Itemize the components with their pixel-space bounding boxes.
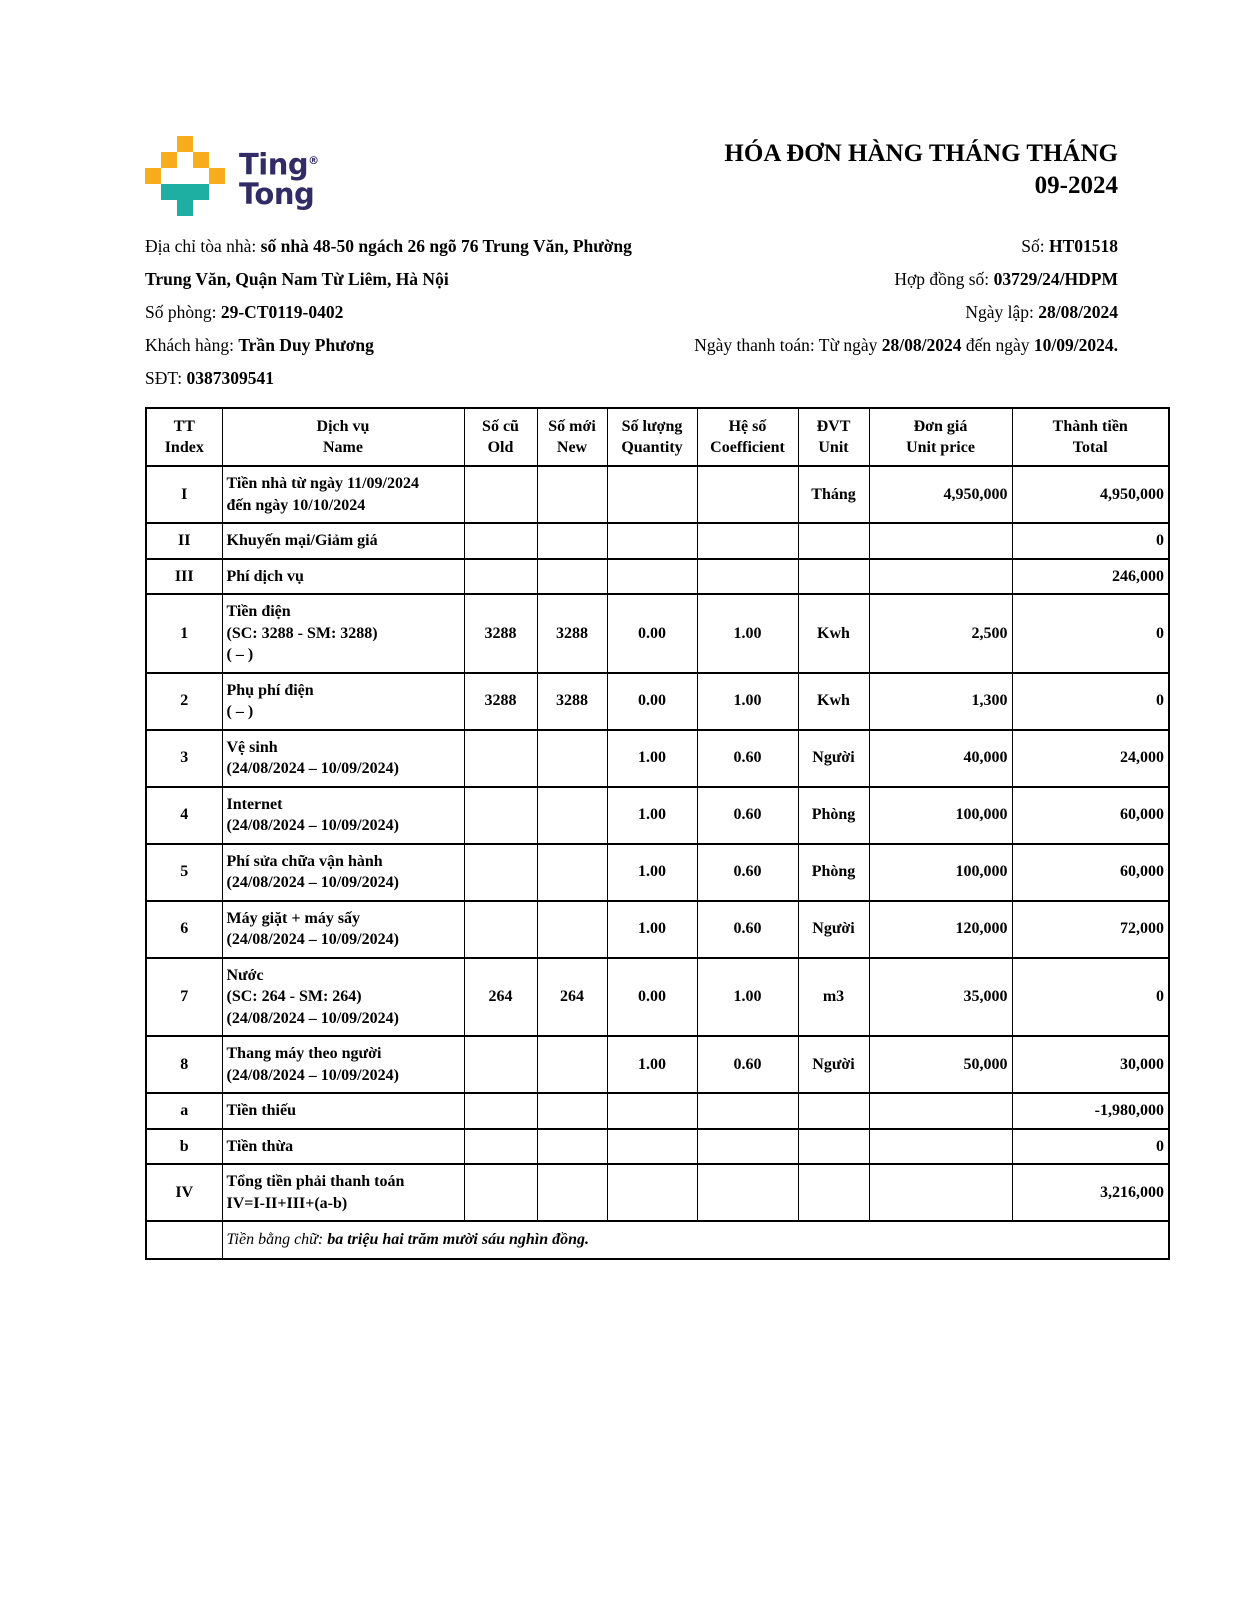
page-header [145, 136, 1168, 216]
cell-new [537, 466, 607, 523]
cell-unit_price: 50,000 [869, 1036, 1012, 1093]
cell-qty: 1.00 [607, 901, 697, 958]
cell-old [464, 844, 537, 901]
cell-old [464, 787, 537, 844]
col-header-unit-price: Đơn giá Unit price [869, 408, 1012, 466]
cell-name: Vệ sinh (24/08/2024 – 10/09/2024) [222, 730, 464, 787]
cell-index: 4 [146, 787, 222, 844]
cell-old: 3288 [464, 673, 537, 730]
cell-qty: 1.00 [607, 730, 697, 787]
cell-index: 7 [146, 958, 222, 1037]
cell-total: 30,000 [1012, 1036, 1169, 1093]
cell-total: 0 [1012, 523, 1169, 559]
cell-old [464, 559, 537, 595]
col-header-old: Số cũ Old [464, 408, 537, 466]
building-address-value: số nhà 48-50 ngách 26 ngõ 76 Trung Văn, Phường Trung Văn, Quận Nam Từ Liêm, Hà Nội [145, 236, 632, 289]
tingtong-logo [145, 136, 319, 216]
cell-total: 246,000 [1012, 559, 1169, 595]
cell-total: 0 [1012, 673, 1169, 730]
table-row [146, 1036, 1169, 1093]
table-row [146, 1164, 1169, 1221]
cell-name: Tiền thiếu [222, 1093, 464, 1129]
cell-old [464, 901, 537, 958]
cell-index: 3 [146, 730, 222, 787]
table-row [146, 523, 1169, 559]
cell-unit_price: 35,000 [869, 958, 1012, 1037]
cell-unit [798, 1093, 869, 1129]
cell-unit_price [869, 1093, 1012, 1129]
tingtong-logo-icon [145, 136, 225, 216]
col-header-coefficient: Hệ số Coefficient [697, 408, 798, 466]
table-row [146, 958, 1169, 1037]
cell-unit: Người [798, 1036, 869, 1093]
cell-index: II [146, 523, 222, 559]
cell-unit: Kwh [798, 673, 869, 730]
invoice-number-label: Số: [1021, 236, 1045, 256]
table-row [146, 594, 1169, 673]
cell-coef [697, 1129, 798, 1165]
cell-unit_price [869, 1129, 1012, 1165]
amount-in-words [222, 1221, 1169, 1259]
col-header-total: Thành tiền Total [1012, 408, 1169, 466]
room-number-label: Số phòng: [145, 302, 217, 322]
room-number [145, 296, 665, 329]
cell-total: 0 [1012, 1129, 1169, 1165]
cell-index: 1 [146, 594, 222, 673]
invoice-info-right [665, 230, 1168, 395]
cell-unit [798, 1164, 869, 1221]
invoice-table-body [146, 466, 1169, 1221]
col-header-new: Số mới New [537, 408, 607, 466]
table-row [146, 1129, 1169, 1165]
cell-unit: m3 [798, 958, 869, 1037]
col-header-name: Dịch vụ Name [222, 408, 464, 466]
cell-qty: 0.00 [607, 673, 697, 730]
amount-in-words-value: ba triệu hai trăm mười sáu nghìn đồng. [327, 1231, 590, 1249]
cell-unit: Tháng [798, 466, 869, 523]
contract-number [665, 263, 1118, 296]
cell-new [537, 523, 607, 559]
payment-period-middle: đến ngày [965, 335, 1030, 355]
cell-name: Máy giặt + máy sấy (24/08/2024 – 10/09/2024) [222, 901, 464, 958]
cell-total: 4,950,000 [1012, 466, 1169, 523]
cell-new [537, 559, 607, 595]
cell-new [537, 1093, 607, 1129]
cell-unit [798, 559, 869, 595]
cell-unit_price: 120,000 [869, 901, 1012, 958]
table-header-row [146, 408, 1169, 466]
invoice-info [145, 230, 1168, 395]
issue-date-value: 28/08/2024 [1038, 302, 1118, 322]
logo-pixel [177, 136, 193, 152]
cell-coef [697, 559, 798, 595]
table-row [146, 466, 1169, 523]
cell-index: 2 [146, 673, 222, 730]
table-row [146, 730, 1169, 787]
cell-total: -1,980,000 [1012, 1093, 1169, 1129]
cell-unit: Người [798, 730, 869, 787]
cell-name: Tiền nhà từ ngày 11/09/2024 đến ngày 10/10/2024 [222, 466, 464, 523]
cell-qty: 1.00 [607, 1036, 697, 1093]
cell-coef: 0.60 [697, 730, 798, 787]
cell-new [537, 1129, 607, 1165]
cell-old [464, 1129, 537, 1165]
logo-pixel [193, 152, 209, 168]
invoice-number-value: HT01518 [1048, 236, 1118, 256]
cell-total: 0 [1012, 594, 1169, 673]
cell-old [464, 730, 537, 787]
payment-period [665, 329, 1118, 362]
cell-qty [607, 1129, 697, 1165]
invoice-table [145, 407, 1170, 1260]
issue-date-label: Ngày lập: [965, 302, 1034, 322]
payment-from-date: 28/08/2024 [881, 335, 962, 355]
payment-period-prefix: Ngày thanh toán: Từ ngày [694, 335, 878, 355]
cell-total: 0 [1012, 958, 1169, 1037]
cell-unit: Phòng [798, 844, 869, 901]
cell-coef: 1.00 [697, 958, 798, 1037]
cell-coef [697, 1093, 798, 1129]
cell-old: 264 [464, 958, 537, 1037]
invoice-number [665, 230, 1118, 263]
cell-name: Thang máy theo người (24/08/2024 – 10/09/2024) [222, 1036, 464, 1093]
cell-qty [607, 1093, 697, 1129]
issue-date [665, 296, 1118, 329]
room-number-value: 29-CT0119-0402 [220, 302, 344, 322]
logo-brand-bottom: Tong [239, 176, 315, 211]
cell-new: 264 [537, 958, 607, 1037]
cell-coef [697, 1164, 798, 1221]
cell-old [464, 523, 537, 559]
cell-qty: 0.00 [607, 594, 697, 673]
col-header-unit: ĐVT Unit [798, 408, 869, 466]
cell-name: Tiền thừa [222, 1129, 464, 1165]
cell-unit_price: 1,300 [869, 673, 1012, 730]
cell-new [537, 1164, 607, 1221]
cell-unit [798, 1129, 869, 1165]
cell-name: Phí dịch vụ [222, 559, 464, 595]
logo-pixel [161, 184, 209, 200]
tingtong-logo-text [239, 136, 319, 209]
table-row [146, 673, 1169, 730]
cell-old [464, 1164, 537, 1221]
amount-in-words-label: Tiền bằng chữ: [226, 1231, 324, 1249]
cell-new: 3288 [537, 673, 607, 730]
cell-index: IV [146, 1164, 222, 1221]
logo-brand-top-line [239, 146, 319, 180]
cell-qty [607, 523, 697, 559]
cell-old [464, 1036, 537, 1093]
cell-name: Internet (24/08/2024 – 10/09/2024) [222, 787, 464, 844]
logo-pixel [177, 200, 193, 216]
cell-new [537, 730, 607, 787]
customer-name-value: Trần Duy Phương [238, 335, 374, 355]
cell-index: b [146, 1129, 222, 1165]
cell-total: 72,000 [1012, 901, 1169, 958]
cell-new [537, 1036, 607, 1093]
cell-index: 8 [146, 1036, 222, 1093]
table-row [146, 844, 1169, 901]
cell-name: Nước (SC: 264 - SM: 264) (24/08/2024 – 10/09/2024) [222, 958, 464, 1037]
cell-coef: 1.00 [697, 594, 798, 673]
cell-unit: Phòng [798, 787, 869, 844]
cell-old: 3288 [464, 594, 537, 673]
contract-number-value: 03729/24/HDPM [993, 269, 1118, 289]
cell-unit_price: 100,000 [869, 787, 1012, 844]
cell-unit: Kwh [798, 594, 869, 673]
cell-index: 6 [146, 901, 222, 958]
cell-name: Phụ phí điện ( – ) [222, 673, 464, 730]
cell-old [464, 1093, 537, 1129]
customer-phone-label: SĐT: [145, 368, 183, 388]
customer-phone [145, 362, 665, 395]
cell-qty [607, 466, 697, 523]
cell-index-empty [146, 1221, 222, 1259]
cell-qty: 1.00 [607, 844, 697, 901]
cell-total: 60,000 [1012, 844, 1169, 901]
cell-total: 60,000 [1012, 787, 1169, 844]
cell-unit_price [869, 523, 1012, 559]
cell-unit_price: 100,000 [869, 844, 1012, 901]
cell-coef: 0.60 [697, 787, 798, 844]
logo-brand-top: Ting [239, 147, 309, 182]
cell-new [537, 844, 607, 901]
col-header-quantity: Số lượng Quantity [607, 408, 697, 466]
customer-name-label: Khách hàng: [145, 335, 234, 355]
building-address-label: Địa chỉ tòa nhà: [145, 236, 257, 256]
cell-coef: 0.60 [697, 1036, 798, 1093]
cell-unit_price [869, 1164, 1012, 1221]
cell-qty: 1.00 [607, 787, 697, 844]
cell-unit_price: 40,000 [869, 730, 1012, 787]
cell-name: Phí sửa chữa vận hành (24/08/2024 – 10/09/2024) [222, 844, 464, 901]
cell-coef [697, 466, 798, 523]
cell-new: 3288 [537, 594, 607, 673]
logo-pixel [145, 168, 161, 184]
table-row [146, 1093, 1169, 1129]
cell-coef: 0.60 [697, 844, 798, 901]
cell-total: 24,000 [1012, 730, 1169, 787]
cell-new [537, 901, 607, 958]
amount-in-words-row [146, 1221, 1169, 1259]
cell-index: I [146, 466, 222, 523]
cell-index: 5 [146, 844, 222, 901]
col-header-index: TT Index [146, 408, 222, 466]
cell-qty [607, 559, 697, 595]
cell-index: a [146, 1093, 222, 1129]
cell-coef: 1.00 [697, 673, 798, 730]
customer-name [145, 329, 665, 362]
table-row [146, 559, 1169, 595]
logo-pixel [209, 168, 225, 184]
table-row [146, 787, 1169, 844]
table-row [146, 901, 1169, 958]
customer-phone-value: 0387309541 [186, 368, 274, 388]
building-address [145, 230, 665, 296]
cell-name: Tổng tiền phải thanh toán IV=I-II+III+(a-b) [222, 1164, 464, 1221]
logo-pixel [161, 152, 177, 168]
contract-number-label: Hợp đồng số: [894, 269, 990, 289]
cell-qty: 0.00 [607, 958, 697, 1037]
cell-total: 3,216,000 [1012, 1164, 1169, 1221]
cell-unit_price: 2,500 [869, 594, 1012, 673]
cell-unit: Người [798, 901, 869, 958]
cell-qty [607, 1164, 697, 1221]
cell-unit [798, 523, 869, 559]
cell-coef [697, 523, 798, 559]
cell-name: Tiền điện (SC: 3288 - SM: 3288) ( – ) [222, 594, 464, 673]
cell-index: III [146, 559, 222, 595]
invoice-page [145, 0, 1168, 1260]
invoice-title: HÓA ĐƠN HÀNG THÁNG THÁNG 09-2024 [724, 140, 1118, 199]
cell-unit_price [869, 559, 1012, 595]
cell-coef: 0.60 [697, 901, 798, 958]
registered-mark-icon: ® [308, 154, 320, 167]
cell-old [464, 466, 537, 523]
cell-name: Khuyến mại/Giảm giá [222, 523, 464, 559]
cell-new [537, 787, 607, 844]
invoice-info-left [145, 230, 665, 395]
cell-unit_price: 4,950,000 [869, 466, 1012, 523]
payment-to-date: 10/09/2024. [1033, 335, 1118, 355]
